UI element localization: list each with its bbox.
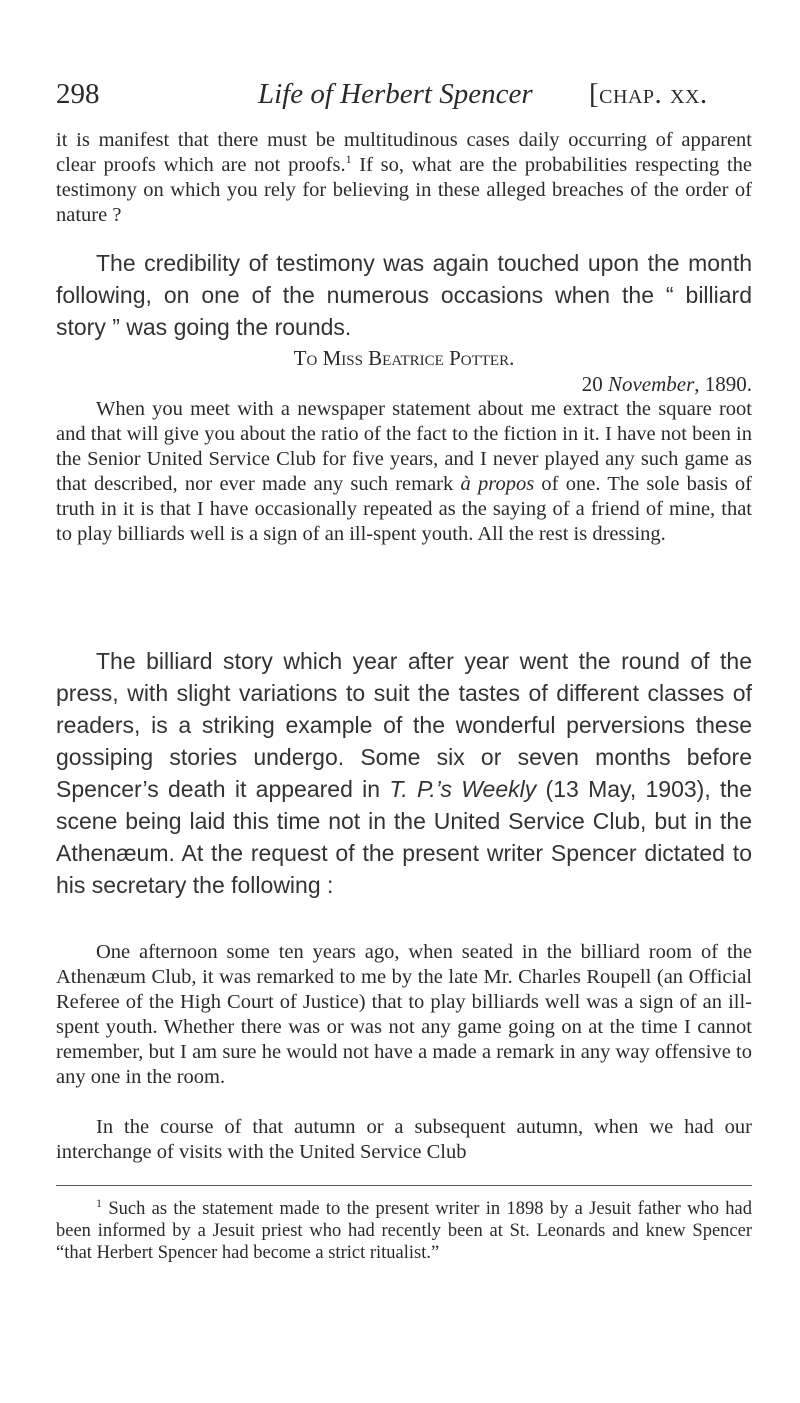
letter-date	[56, 372, 762, 397]
running-title: Life of Herbert Spencer	[258, 78, 533, 110]
narrative-paragraph-1: The credibility of testimony was again touched upon the month following, on one of the numerous occasions when the “ billiard story ” was going the rounds.	[56, 250, 752, 340]
letter-body	[56, 397, 752, 547]
chapter-label: [chap. xx.	[589, 78, 708, 110]
narrative-text-2: (13 May, 1903), the scene being laid this time not in the United Service Club, but in the Athenæum. At the request of the present writer Spencer dictated to his secretary the following :	[56, 776, 753, 898]
letter-continuation-text: it is manifest that there must be multitudinous cases daily occurring of apparent clear proofs which are not proofs.	[56, 129, 752, 176]
publication-title: T. P.’s Weekly	[389, 776, 537, 802]
dictated-quote-1: One afternoon some ten years ago, when seated in the billiard room of the Athenæum Club, it was remarked to me by the late Mr. Charles Roupell (an Official Referee of the High Court of Justice) that to play billiards well was a sign of an ill-spent youth. Whether there was or was not any game going on at the time I cannot remember, but I am sure he would not have a made a remark in any way offensive to any one in the room.	[56, 941, 752, 1088]
narrative-paragraph-2	[56, 645, 752, 901]
letter-date-month: November	[607, 372, 695, 396]
narrative-text: The billiard story which year after year went the round of the press, with slight variations to suit the tastes of different classes of readers, is a striking example of the wonderful perversions these gossiping stories undergo. Some six or seven months before Spencer’s death it appeared in	[56, 648, 752, 802]
letter-salutation-text: To Miss Beatrice Potter.	[293, 346, 515, 370]
running-head	[0, 78, 800, 128]
footnote	[56, 1195, 752, 1264]
letter-body-text-2: of one. The sole basis of truth in it is that I have occasionally repeated as the saying of a friend of mine, that to play billiards well is a sign of an ill-spent youth. All the rest is dressing.	[56, 473, 752, 545]
footnote-rule	[56, 1185, 752, 1186]
letter-body-italic: à propos	[460, 473, 535, 495]
page-number: 298	[56, 78, 100, 110]
footnote-text: Such as the statement made to the present writer in 1898 by a Jesuit father who had been informed by a Jesuit priest who had recently been at St. Leonards and knew Spencer “that Herbert Spencer had become a strict ritualist.”	[56, 1199, 752, 1263]
dictated-quote-2: In the course of that autumn or a subsequent autumn, when we had our interchange of visits with the United Service Club	[56, 1116, 752, 1163]
letter-continuation-text-2: If so, what are the probabilities respecting the testimony on which you rely for believing in these alleged breaches of the order of nature ?	[56, 154, 752, 226]
footnote-marker: 1	[345, 152, 352, 167]
letter-body-text: When you meet with a newspaper statement about me extract the square root and that will give you about the ratio of the fact to the fiction in it. I have not been in the Senior United Service Club for five years, and I never played any such game as that described, nor ever made any such remark	[56, 398, 752, 495]
letter-date-day: 20	[581, 372, 608, 396]
letter-continuation	[56, 128, 752, 228]
letter-salutation	[56, 346, 752, 371]
letter-date-year: , 1890.	[694, 372, 752, 396]
footnote-mark: 1	[96, 1195, 102, 1210]
